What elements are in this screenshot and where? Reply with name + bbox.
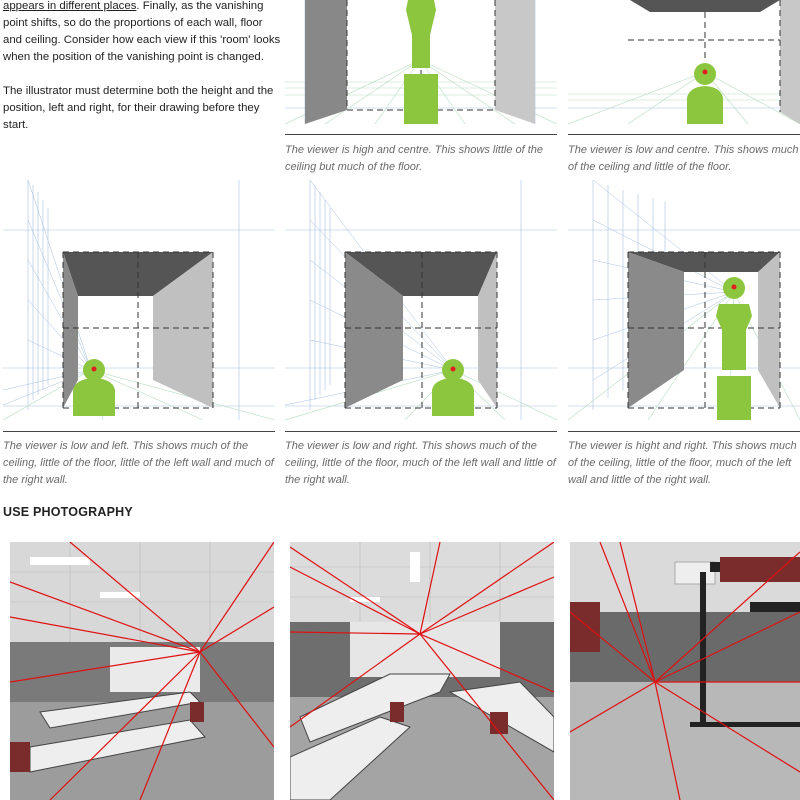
classroom-photo-low-vp	[570, 542, 800, 800]
diagram-low-centre	[568, 0, 800, 124]
right-wall	[780, 0, 800, 124]
vanishing-point-dot	[703, 70, 708, 75]
person-standing-icon	[716, 277, 752, 420]
back-wall	[570, 612, 800, 682]
diagram-low-right	[285, 180, 557, 420]
ceiling	[630, 0, 780, 12]
right-wall	[758, 252, 780, 408]
vanishing-point-dot	[451, 367, 456, 372]
vanishing-point-dot	[732, 285, 737, 290]
divider	[568, 431, 800, 432]
ceiling-tiles	[290, 542, 554, 622]
diagram-high-centre	[285, 0, 557, 124]
divider	[285, 134, 557, 135]
left-wall	[628, 252, 684, 408]
caption-high-right: The viewer is hight and right. This shows much of the ceiling, little of the floor, much of the left wall and little of the right wall.	[568, 440, 797, 486]
section-heading: USE PHOTOGRAPHY	[3, 505, 133, 519]
classroom-photo-centre-vp	[290, 542, 554, 800]
classroom-photo-left-vp	[10, 542, 274, 800]
diagram-high-right	[568, 180, 800, 420]
intro-paragraph-1	[3, 0, 281, 66]
right-wall	[495, 0, 535, 124]
caption-high-centre: The viewer is high and centre. This shows little of the ceiling but much of the floor.	[285, 144, 544, 173]
caption-low-left: The viewer is low and left. This shows much of the ceiling, little of the floor, little of the left wall and much of the right wall.	[3, 440, 274, 486]
divider	[568, 134, 800, 135]
intro-text	[3, 0, 281, 151]
intro-link[interactable]: appears in different places	[3, 0, 137, 12]
intro-paragraph-2: The illustrator must determine both the height and the position, left and right, for their drawing before they start.	[3, 85, 274, 131]
diagram-low-left	[3, 180, 275, 420]
intro-paragraph-1-text: . Finally, as the vanishing point shifts, so do the proportions of each wall, floor and ceiling. Consider how each view if this 'room' looks when the position of the vanishing point is changed.	[3, 0, 281, 63]
caption-low-right: The viewer is low and right. This shows much of the ceiling, little of the floor, much of the left wall and little of the right wall.	[285, 440, 556, 486]
vanishing-point-dot	[92, 367, 97, 372]
person-standing-icon	[404, 0, 438, 124]
floor	[570, 682, 800, 800]
divider	[3, 431, 275, 432]
left-wall	[305, 0, 347, 124]
divider	[285, 431, 557, 432]
caption-low-centre: The viewer is low and centre. This shows much of the ceiling and little of the floor.	[568, 144, 799, 173]
